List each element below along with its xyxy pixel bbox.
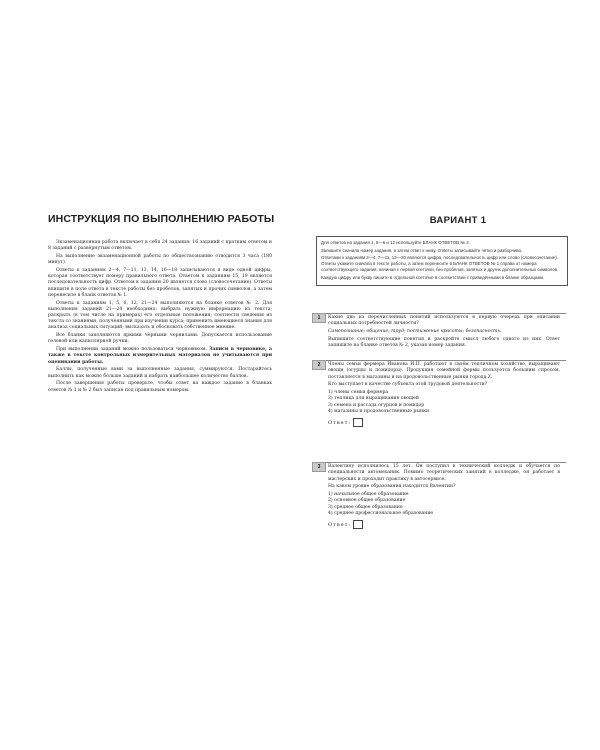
answer-option: 2) теплица для выращивания овощей <box>328 396 419 402</box>
answer-options <box>328 492 560 517</box>
task-instruction: Кто выступает в качестве субъекта этой трудовой деятельности? <box>328 382 488 388</box>
answer-box[interactable] <box>353 418 363 427</box>
note-line: Каждую цифру или букву пишите в отдельной клеточке в соответствии с приведёнными в бланке образцами. <box>321 274 545 280</box>
task-divider <box>326 360 566 361</box>
task-number: 3 <box>312 462 326 472</box>
task-terms <box>328 329 560 335</box>
answer-label: Ответ: <box>328 521 352 528</box>
instruction-paragraph: Все бланки заполняются яркими чёрными чернилами. Допускается использование гелевой или капиллярной ручки. <box>48 333 272 345</box>
answer-option: 4) магазины и продовольственные рынки <box>328 409 430 415</box>
answer-line <box>328 418 560 427</box>
instruction-body <box>48 240 272 395</box>
variant-page <box>300 0 600 750</box>
instruction-paragraph <box>48 347 272 366</box>
answer-option: 3) семена и рассада огурцов и помидор <box>328 402 425 408</box>
instruction-paragraph: Экзаменационная работа включает в себя 24 задания: 16 заданий с кратким ответом и 8 заданий с развёрнутым ответом. <box>48 240 272 252</box>
draft-sentence: При выполнении заданий можно пользоваться черновиком. <box>56 347 207 353</box>
task-divider <box>326 313 566 314</box>
answer-option: 2) основное общее образование <box>328 498 406 504</box>
task-instruction: Выпишите соответствующие понятия и раскройте смысл любого одного из них. Ответ запишите на бланке ответов № 2, указав номер задания. <box>328 336 560 349</box>
answer-options <box>328 390 560 415</box>
task-terms-italic: Самопознание; общение; труд; постижение красоты; безопасность. <box>328 329 502 335</box>
note-line: Для ответов на задания 1, 5—6 и 12 используйте БЛАНК ОТВЕТОВ № 2. <box>321 240 470 245</box>
answer-option: 1) начальное общее образование <box>328 492 409 498</box>
variant-title: ВАРИАНТ 1 <box>429 215 487 226</box>
task-text <box>328 315 560 351</box>
draft-bold-note: Записи в черновике, а также в тексте контрольных измерительных материалов не учитываются при оценивании работы. <box>48 347 272 365</box>
answer-instructions-box <box>316 236 568 286</box>
instruction-title: ИНСТРУКЦИЯ ПО ВЫПОЛНЕНИЮ РАБОТЫ <box>48 213 275 225</box>
answer-option: 1) члены семьи фермера <box>328 390 389 396</box>
instruction-paragraph: После завершения работы проверьте, чтобы ответ на каждое задание в бланках ответов № 1 и № 2 был записан под правильным номером. <box>48 381 272 393</box>
answer-option: 3) среднее общее образование <box>328 504 403 510</box>
answer-box[interactable] <box>353 520 363 529</box>
answer-line <box>328 520 560 529</box>
instruction-paragraph: Ответы к заданиям 2—4, 7—11, 13, 14, 16—18 записываются в виде одной цифры, которая соответствует номеру правильного ответа. Ответом к заданиям 15, 19 является последовательность цифр. Ответом к заданию 20 является слово (словосочетание). Ответы впишите в поле ответа в тексте работы без пробелов, запятых и прочих символов, а затем перенесите в бланк ответов № 1. <box>48 268 272 298</box>
task-question: Члены семьи фермера Иванова И.П. работают в своём тепличном хозяйстве, выращивают овощи (огурцы и помидоры). Продукция семейной фермы пользуется большим спросом, поставляется в магазины и на продовольственные рынки города Z. <box>328 362 560 380</box>
task-question: Какие два из перечисленных понятий используются в первую очередь при описании социальных потребностей личности? <box>328 315 560 327</box>
answer-label: Ответ: <box>328 419 352 426</box>
task-question: Валентину исполнилось 15 лет. Он поступил в технический колледж и обучается по специальности автомеханик. Помимо теоретических занятий в колледже, он работает в мастерских и проходит практику в автосервисе. <box>328 464 560 482</box>
task-text <box>328 362 560 427</box>
task-instruction: На каком уровне образования находится Валентин? <box>328 484 456 490</box>
task-text <box>328 464 560 529</box>
instruction-paragraph: Баллы, полученные вами за выполненные задания, суммируются. Постарайтесь выполнить как можно больше заданий и набрать наибольшее количество баллов. <box>48 367 272 379</box>
note-line: Ответами к заданиям 2—4, 7—11, 13—20 являются цифра, последовательность цифр или слово (словосочетание). Ответы укажите сначала в тексте работы, а затем перенесите в БЛАНК ОТВЕТОВ № 1 справа от номера соответствующего задания, начиная с первой клеточки, без пробелов, запятых и других дополнительных символов. <box>321 255 559 272</box>
task-number: 1 <box>312 313 326 323</box>
task-number: 2 <box>312 360 326 370</box>
instruction-paragraph: Ответы к заданиям 1, 5, 6, 12, 21—24 выполняются на бланке ответов № 2. Для выполнения заданий 21—24 необходимо: выбрать нужную информацию из текста; раскрыть (в том числе на примерах) его отдельные положения; соотнести сведения из текста со знаниями, полученными при изучении курса; применить имеющиеся знания для анализа социальных ситуаций; высказать и обосновать собственное мнение. <box>48 300 272 331</box>
note-line: Запишите сначала номер задания, а затем ответ к нему. Ответы записывайте чётко и разборчиво. <box>321 247 523 253</box>
answer-option: 4) среднее профессиональное образование <box>328 511 434 517</box>
instruction-paragraph: На выполнение экзаменационной работы по обществознанию отводится 3 часа (180 минут). <box>48 254 272 266</box>
task-divider <box>326 462 566 463</box>
